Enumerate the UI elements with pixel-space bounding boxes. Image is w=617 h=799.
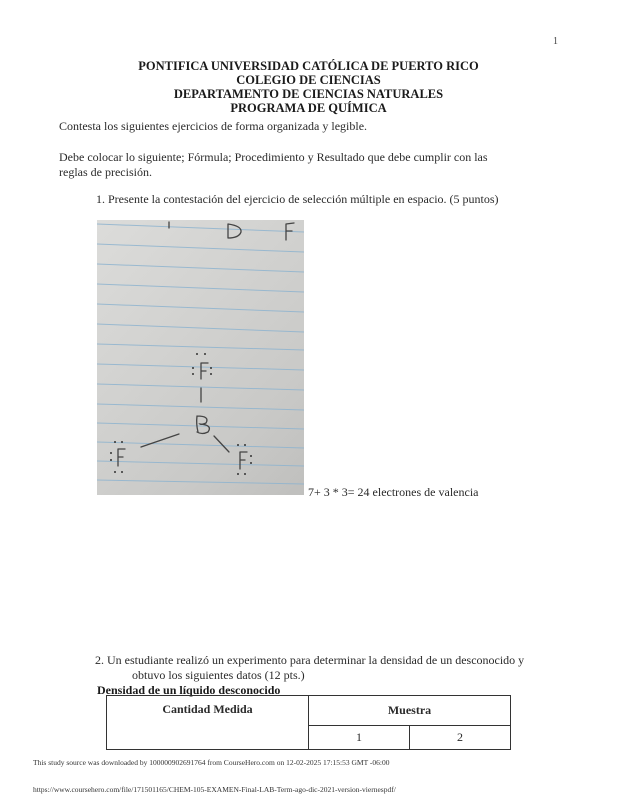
download-notice: This study source was downloaded by 100000902691764 from CourseHero.com on 12-02-2025 17:15:53 GMT -06:00 [33,758,390,767]
page-number: 1 [553,36,558,47]
table-header-row [107,696,511,726]
question-2-line-2: obtuvo los siguientes datos (12 pts.) [132,668,305,682]
header-cantidad-medida: Cantidad Medida [107,696,309,750]
instruction-requirements: Debe colocar lo siguiente; Fórmula; Procedimiento y Resultado que debe cumplir con las reglas de precisión. [59,150,488,179]
notebook-drawing-icon [97,220,304,495]
subheader-sample-2: 2 [409,726,510,750]
question-2-line-1: 2. Un estudiante realizó un experimento para determinar la densidad de un desconocido y [95,653,525,667]
lewis-structure-photo [97,220,304,495]
header-college: COLEGIO DE CIENCIAS [236,73,381,87]
density-data-table [106,695,511,750]
source-url[interactable]: https://www.coursehero.com/file/171501165/CHEM-105-EXAMEN-Final-LAB-Term-ago-dic-2021-version-viernespdf/ [33,785,396,794]
instruction-text: Contesta los siguientes ejercicios de forma organizada y legible. [59,119,368,133]
header-muestra: Muestra [309,696,511,726]
header-university: PONTIFICA UNIVERSIDAD CATÓLICA DE PUERTO RICO [138,59,479,73]
question-1-text: 1. Presente la contestación del ejercicio de selección múltiple en espacio. (5 puntos) [96,192,499,206]
header-program: PROGRAMA DE QUÍMICA [230,101,387,115]
question-1-answer: 7+ 3 * 3= 24 electrones de valencia [308,485,479,499]
header-department: DEPARTAMENTO DE CIENCIAS NATURALES [173,87,444,101]
subheader-sample-1: 1 [309,726,410,750]
question-2-text [95,653,545,683]
document-header [0,59,617,115]
table-title: Densidad de un líquido desconocido [97,683,281,697]
